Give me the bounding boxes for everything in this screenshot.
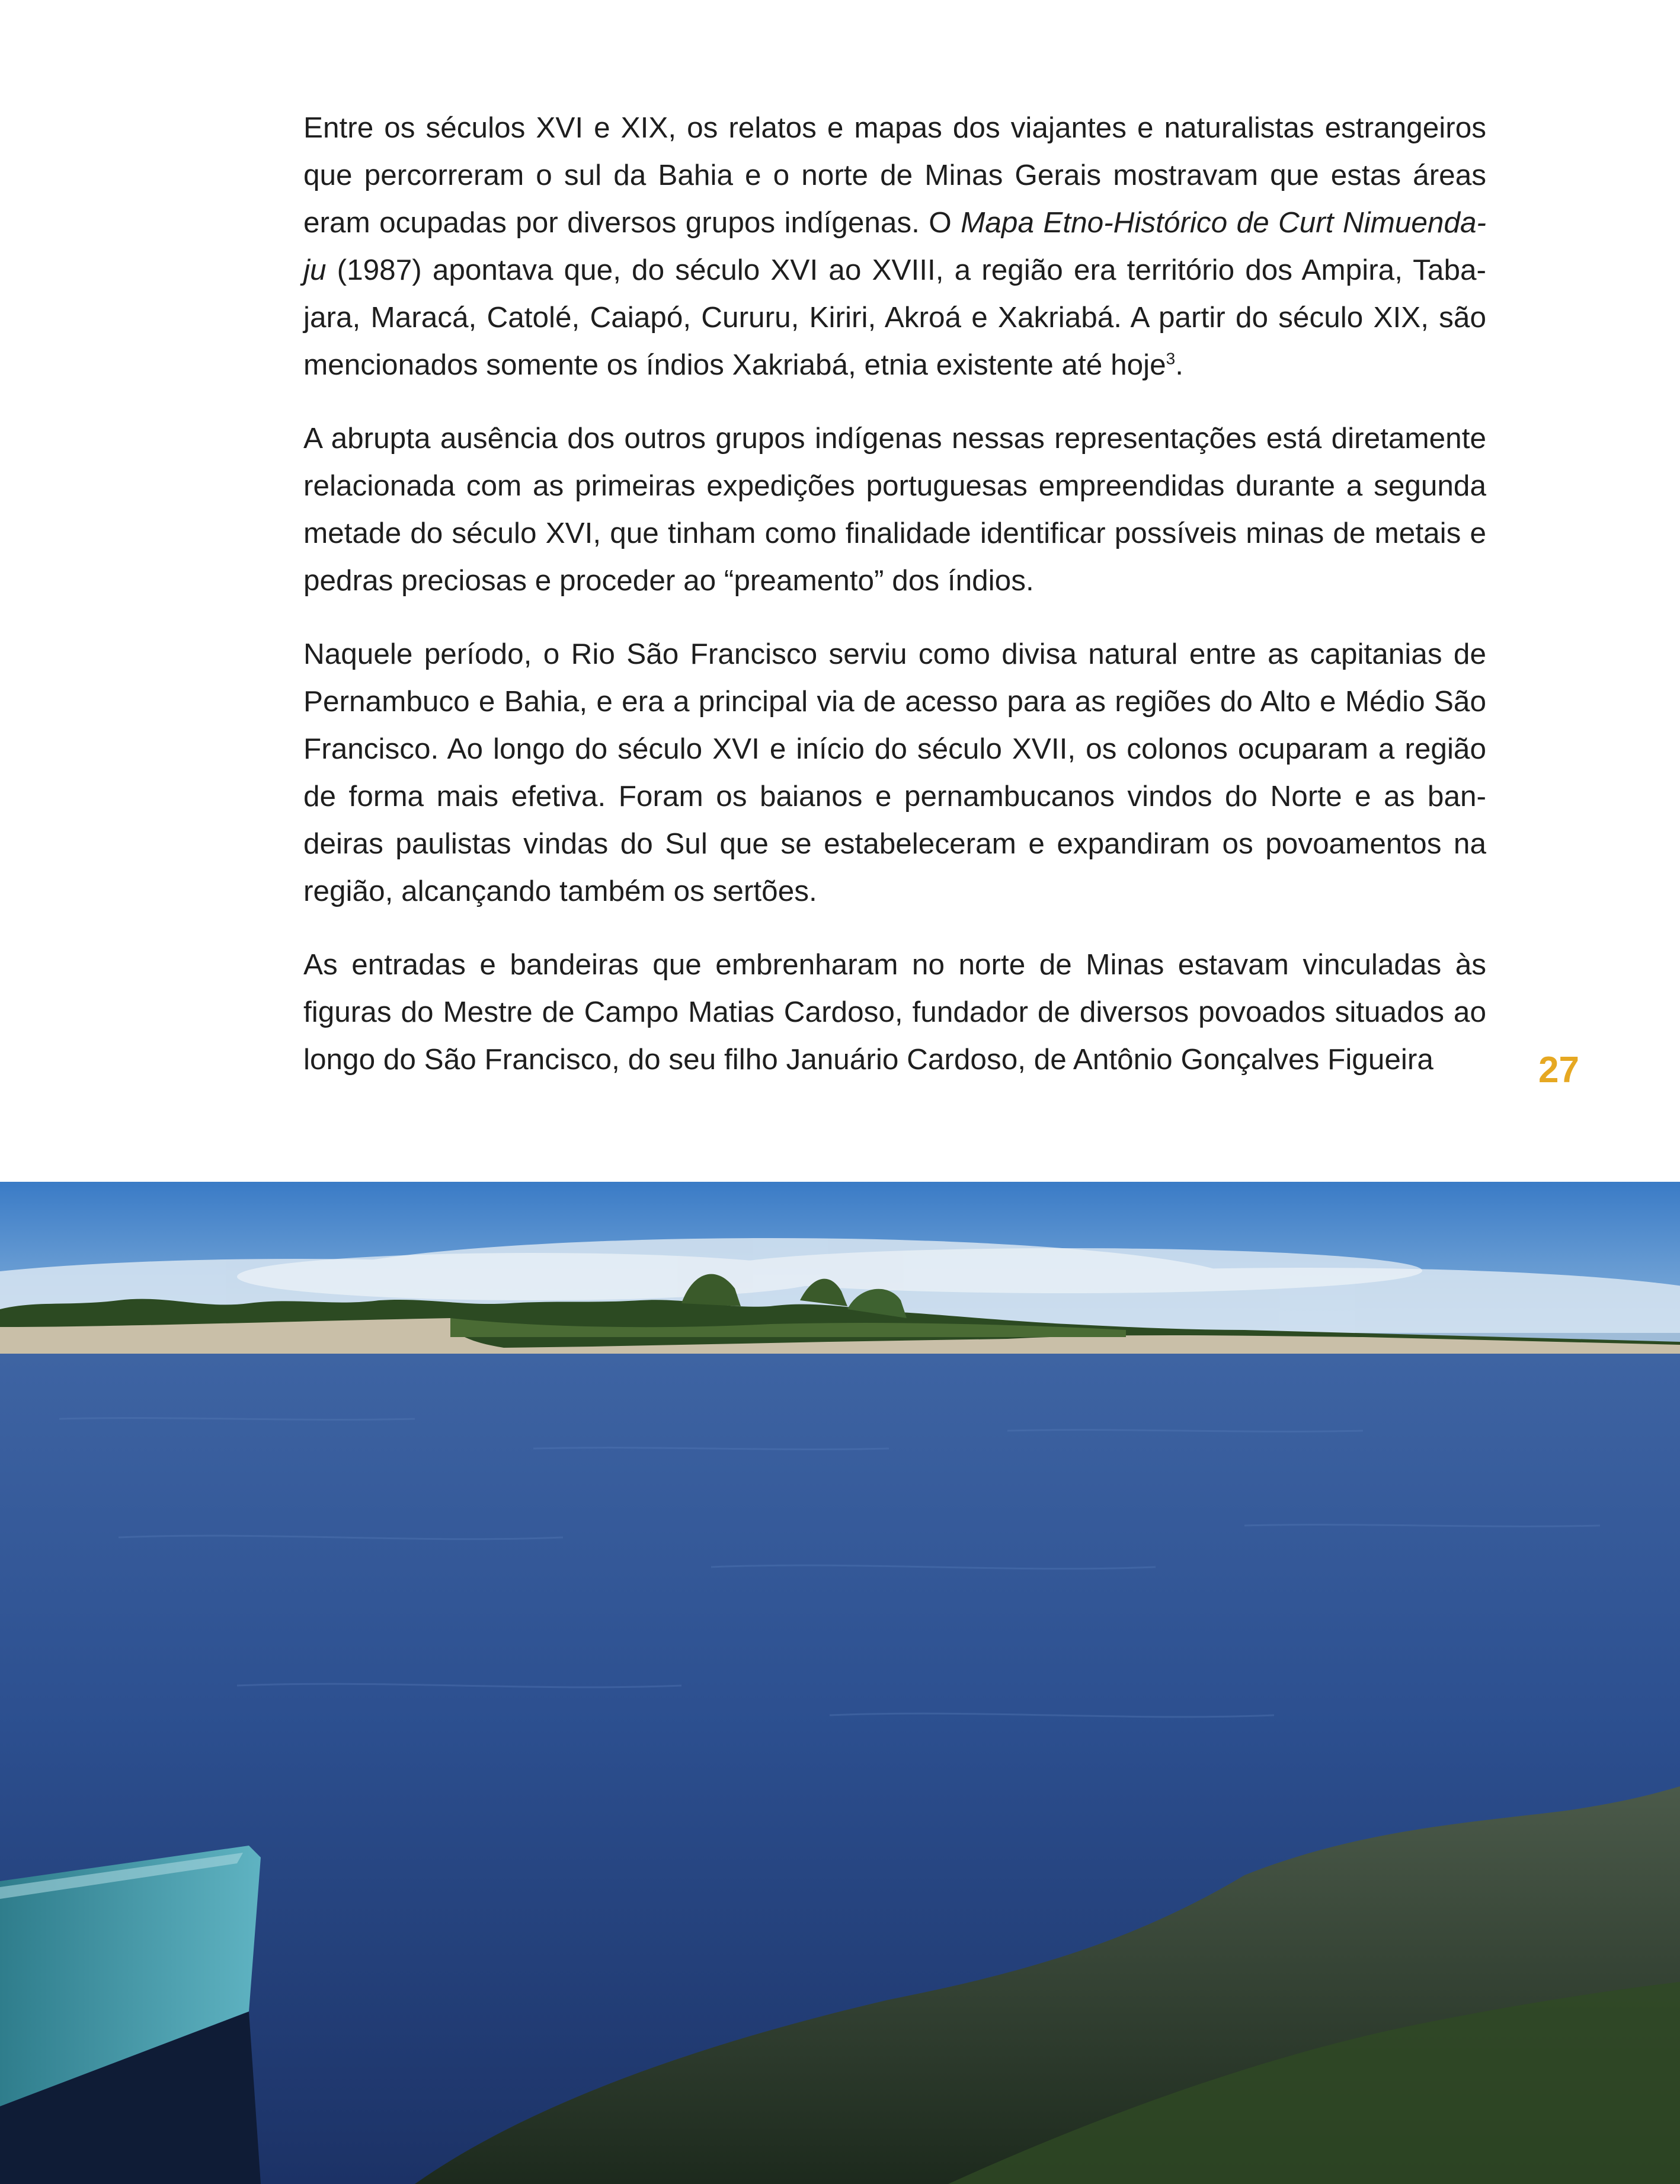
paragraph-1 bbox=[303, 104, 1486, 389]
river-photo bbox=[0, 1182, 1680, 2184]
paragraph-1-part-b: (1987) apontava que, do século XVI ao XVIII, a região era território dos Ampira, Tabajara, Maracá, Catolé, Caiapó, Cururu, Kiriri, Akroá e Xakriabá. A partir do século XIX, são mencionados somente os índios Xakriabá, etnia existente até hoje bbox=[303, 254, 1486, 381]
paragraph-1-end: . bbox=[1175, 348, 1184, 381]
body-text bbox=[303, 104, 1486, 1083]
paragraph-4: As entradas e bandeiras que embrenharam no norte de Minas estavam vinculadas às figuras do Mestre de Campo Matias Cardoso, fundador de diversos povoados situados ao longo do São Francisco, do seu filho Januário Cardoso, de Antônio Gonçalves Figueira bbox=[303, 948, 1486, 1076]
paragraph-3: Naquele período, o Rio São Francisco serviu como divisa natural entre as capitanias de Pernambuco e Bahia, e era a principal via de acesso para as regiões do Alto e Médio São Francisco. Ao longo do século XVI e início do século XVII, os colonos ocuparam a região de forma mais efetiva. Foram os baianos e pernambucanos vindos do Norte e as bandeiras paulistas vindas do Sul que se estabeleceram e expandiram os povoamentos na região, alcançando também os sertões. bbox=[303, 638, 1486, 907]
map-title-italic: Mapa Etno-Histórico de Curt Nimuendaju bbox=[303, 206, 1486, 286]
paragraph-1-part-a: Entre os séculos XVI e XIX, os relatos e mapas dos viajantes e naturalistas estrangeiros que percorreram o sul da Bahia e o norte de Minas Gerais mostravam que estas áreas eram ocupadas por diversos grupos indígenas. O bbox=[303, 111, 1486, 239]
paragraph-2: A abrupta ausência dos outros grupos indígenas nessas representações está diretamente relacionada com as primeiras expedições portuguesas empreendidas durante a segunda metade do século XVI, que tinham como finalidade identificar possíveis minas de metais e pedras preciosas e proceder ao “preamento” dos índios. bbox=[303, 422, 1486, 597]
page-number: 27 bbox=[1538, 1050, 1579, 1091]
footnote-reference: 3 bbox=[1166, 349, 1176, 368]
